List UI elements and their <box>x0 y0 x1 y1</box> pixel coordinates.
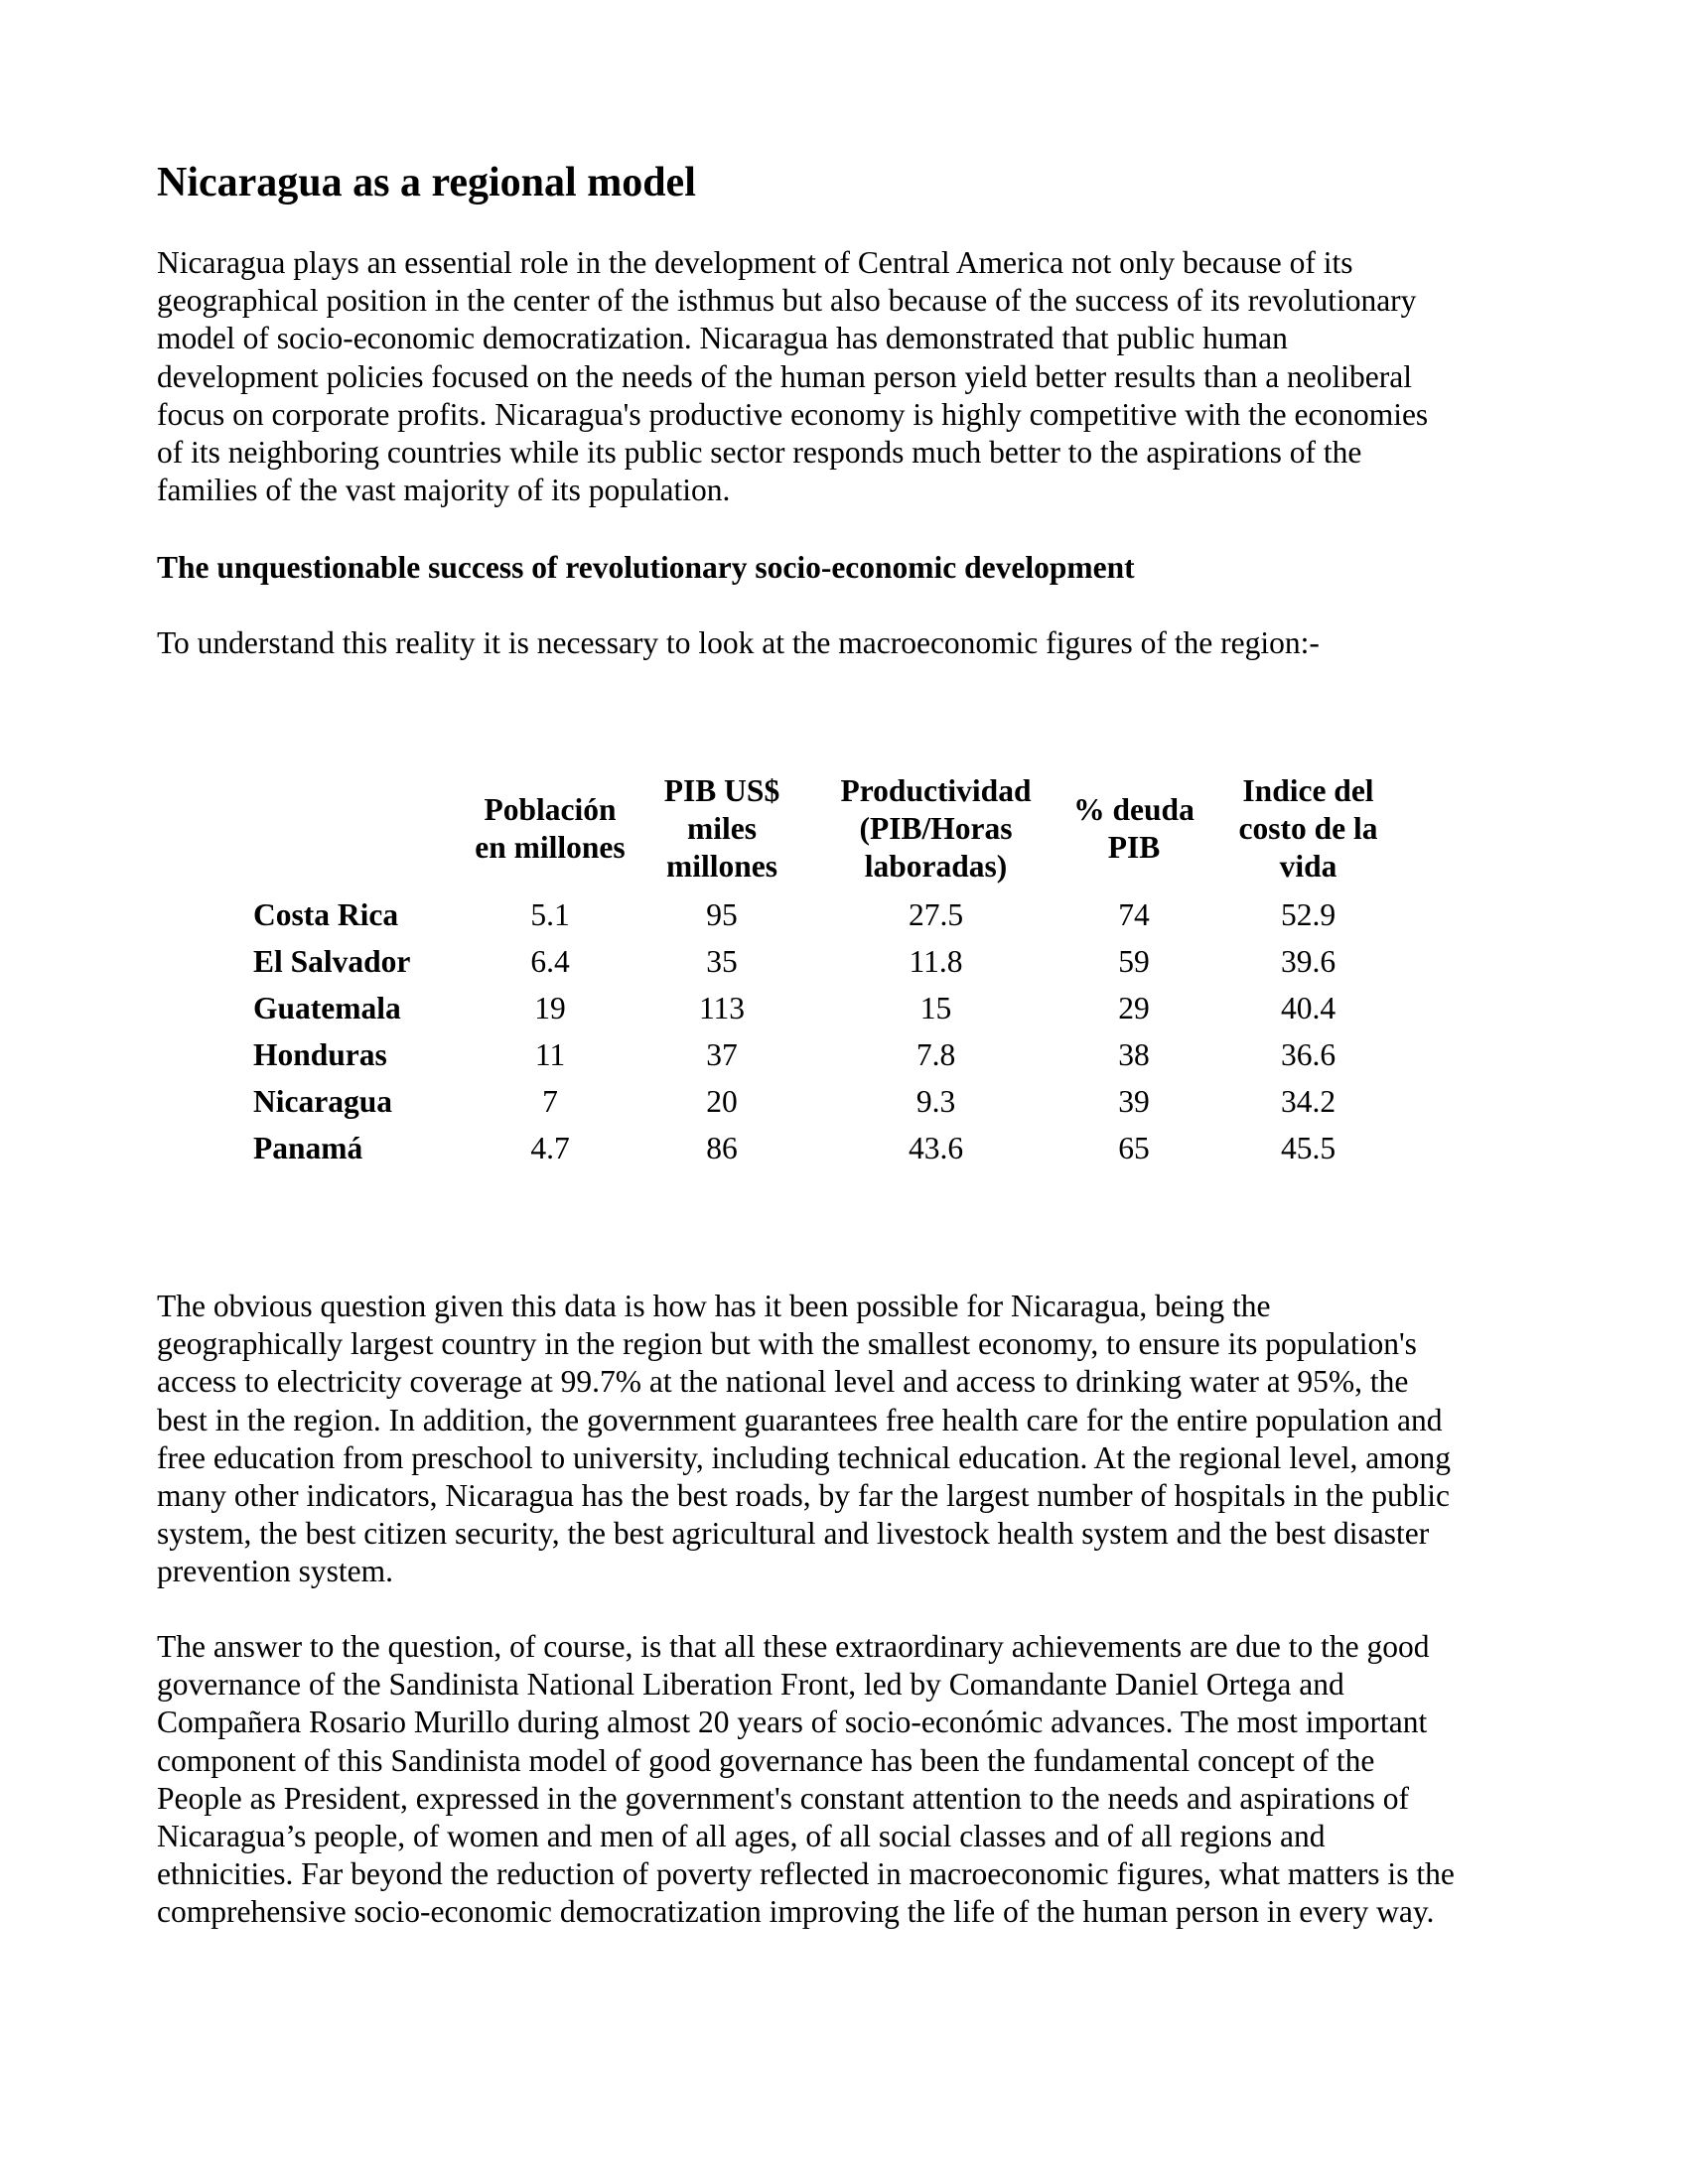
text-line: Compañera Rosario Murillo during almost 20 years of socio-económic advances. The most important <box>157 1705 1428 1740</box>
column-header-productivity: Productividad (PIB/Horas laboradas) <box>840 773 1032 884</box>
text-line: prevention system. <box>157 1554 393 1589</box>
text-line: People as President, expressed in the government's constant attention to the needs and aspirations of <box>157 1780 1409 1816</box>
text-line: The obvious question given this data is how has it been possible for Nicaragua, being the <box>157 1289 1271 1323</box>
table-cell: 7 <box>542 1084 558 1119</box>
text-line: of its neighboring countries while its public sector responds much better to the aspirations of the <box>157 435 1362 471</box>
text-line: comprehensive socio-economic democratization improving the life of the human person in every way. <box>157 1894 1435 1930</box>
text-line: system, the best citizen security, the best agricultural and livestock health system and the best disaster <box>157 1516 1430 1552</box>
table-cell: 43.6 <box>908 1131 964 1165</box>
text-line: best in the region. In addition, the government guarantees free health care for the entire population and <box>157 1402 1443 1437</box>
country-cell: Costa Rica <box>253 897 399 932</box>
text-line: component of this Sandinista model of good governance has been the fundamental concept of the <box>157 1742 1375 1778</box>
table-cell: 36.6 <box>1280 1037 1336 1072</box>
answer-paragraph <box>157 1628 1547 1932</box>
text-line: families of the vast majority of its population. <box>157 473 731 508</box>
country-cell: Panamá <box>253 1131 363 1165</box>
country-cell: El Salvador <box>253 944 411 979</box>
table-cell: 9.3 <box>915 1084 956 1119</box>
column-header-cost-of-living: Indice del costo de la vida <box>1238 773 1378 884</box>
table-cell: 59 <box>1118 944 1150 979</box>
page-title: Nicaragua as a regional model <box>157 160 696 205</box>
table-row <box>253 985 1410 1031</box>
table-cell: 65 <box>1118 1131 1150 1165</box>
table-cell: 15 <box>919 991 952 1025</box>
table-cell: 35 <box>706 944 738 979</box>
table-row <box>253 891 1410 938</box>
lead-in-paragraph <box>157 624 1547 662</box>
text-line: Nicaragua plays an essential role in the development of Central America not only because of its <box>157 245 1353 280</box>
text-line: focus on corporate profits. Nicaragua's productive economy is highly competitive with the economies <box>157 396 1429 432</box>
table-row <box>253 1125 1410 1171</box>
column-header-gdp: PIB US$ miles millones <box>663 773 780 884</box>
country-cell: Honduras <box>253 1037 387 1072</box>
table-cell: 29 <box>1118 991 1150 1025</box>
text-line: geographical position in the center of the isthmus but also because of the success of its revolutionary <box>157 283 1417 319</box>
text-line: many other indicators, Nicaragua has the best roads, by far the largest number of hospitals in the public <box>157 1478 1450 1514</box>
text-line: The answer to the question, of course, is that all these extraordinary achievements are due to the good <box>157 1629 1430 1664</box>
table-cell: 27.5 <box>908 897 964 932</box>
text-line: Nicaragua’s people, of women and men of all ages, of all social classes and of all regions and <box>157 1819 1326 1854</box>
table-cell: 40.4 <box>1280 991 1336 1025</box>
section-subheading: The unquestionable success of revolutionary socio-economic development <box>157 550 1135 585</box>
table-cell: 45.5 <box>1280 1131 1336 1165</box>
question-paragraph <box>157 1288 1547 1591</box>
table-cell: 4.7 <box>530 1131 570 1165</box>
country-column-header <box>253 772 467 891</box>
intro-paragraph <box>157 244 1547 509</box>
table-cell: 95 <box>706 897 738 932</box>
table-cell: 38 <box>1118 1037 1150 1072</box>
table-cell: 20 <box>706 1084 738 1119</box>
macroeconomic-table <box>253 772 1410 1171</box>
table-header-row <box>253 772 1410 891</box>
column-header-debt: % deuda PIB <box>1073 792 1195 865</box>
table-cell: 113 <box>698 991 746 1025</box>
country-cell: Nicaragua <box>253 1084 392 1119</box>
table-row <box>253 1031 1410 1078</box>
table-cell: 11.8 <box>909 944 963 979</box>
table-cell: 39 <box>1118 1084 1150 1119</box>
column-header-population: Población en millones <box>475 792 626 865</box>
table-row <box>253 1078 1410 1125</box>
table-cell: 74 <box>1118 897 1150 932</box>
text-line: free education from preschool to university, including technical education. At the regional level, among <box>157 1439 1452 1475</box>
text-line: model of socio-economic democratization. Nicaragua has demonstrated that public human <box>157 321 1288 356</box>
country-cell: Guatemala <box>253 991 401 1025</box>
text-line: governance of the Sandinista National Liberation Front, led by Comandante Daniel Ortega and <box>157 1667 1344 1703</box>
table-cell: 37 <box>706 1037 738 1072</box>
text-line: ethnicities. Far beyond the reduction of poverty reflected in macroeconomic figures, what matters is the <box>157 1856 1455 1892</box>
table-cell: 19 <box>534 991 566 1025</box>
text-line: access to electricity coverage at 99.7% at the national level and access to drinking water at 95%, the <box>157 1364 1409 1400</box>
text-line: geographically largest country in the region but with the smallest economy, to ensure its population's <box>157 1326 1417 1362</box>
table-cell: 86 <box>706 1131 738 1165</box>
table-cell: 6.4 <box>530 944 570 979</box>
text-line: development policies focused on the needs of the human person yield better results than a neoliberal <box>157 358 1412 394</box>
table-cell: 7.8 <box>915 1037 956 1072</box>
table-cell: 52.9 <box>1280 897 1336 932</box>
table-cell: 11 <box>534 1037 566 1072</box>
table-row <box>253 938 1410 985</box>
text-line: To understand this reality it is necessary to look at the macroeconomic figures of the region:- <box>157 625 1320 660</box>
table-cell: 39.6 <box>1280 944 1336 979</box>
table-cell: 34.2 <box>1280 1084 1336 1119</box>
table-cell: 5.1 <box>530 897 570 932</box>
